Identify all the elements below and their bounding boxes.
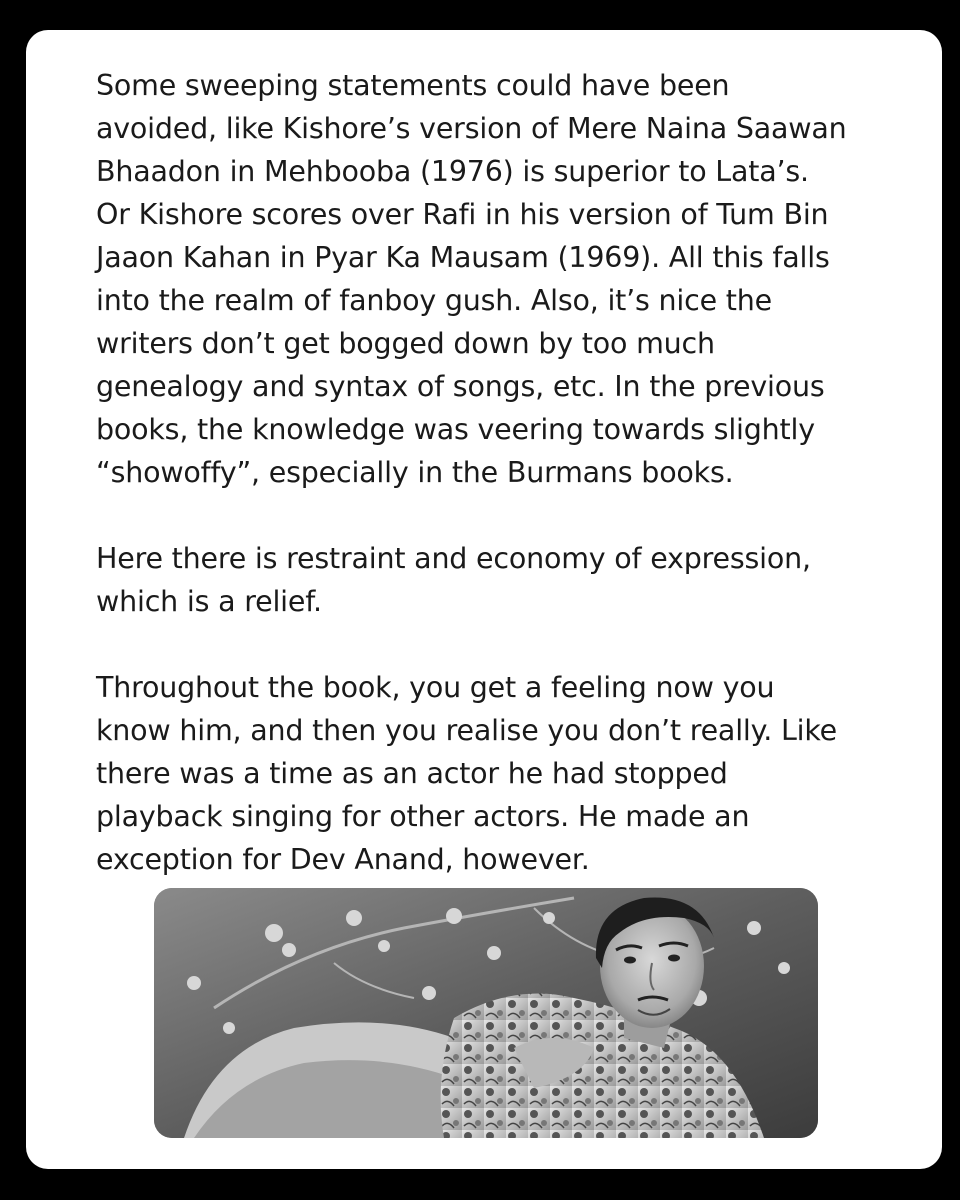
article-text [96,64,896,881]
paragraph-2: Here there is restraint and economy of expression, which is a relief. [96,542,811,618]
portrait-photo [154,888,818,1138]
article-card [26,30,942,1169]
portrait-photo-icon [154,888,818,1138]
paragraph-3: Throughout the book, you get a feeling now you know him, and then you realise you don’t really. Like there was a time as an actor he had stopped playback singing for other actors. He made an exception for Dev Anand, however. [96,671,837,876]
paragraph-1: Some sweeping statements could have been avoided, like Kishore’s version of Mere Naina Saawan Bhaadon in Mehbooba (1976) is superior to Lata’s. Or Kishore scores over Rafi in his version of Tum Bin Jaaon Kahan in Pyar Ka Mausam (1969). All this falls into the realm of fanboy gush. Also, it’s nice the writers don’t get bogged down by too much genealogy and syntax of songs, etc. In the previous books, the knowledge was veering towards slightly “showoffy”, especially in the Burmans books. [96,69,847,489]
